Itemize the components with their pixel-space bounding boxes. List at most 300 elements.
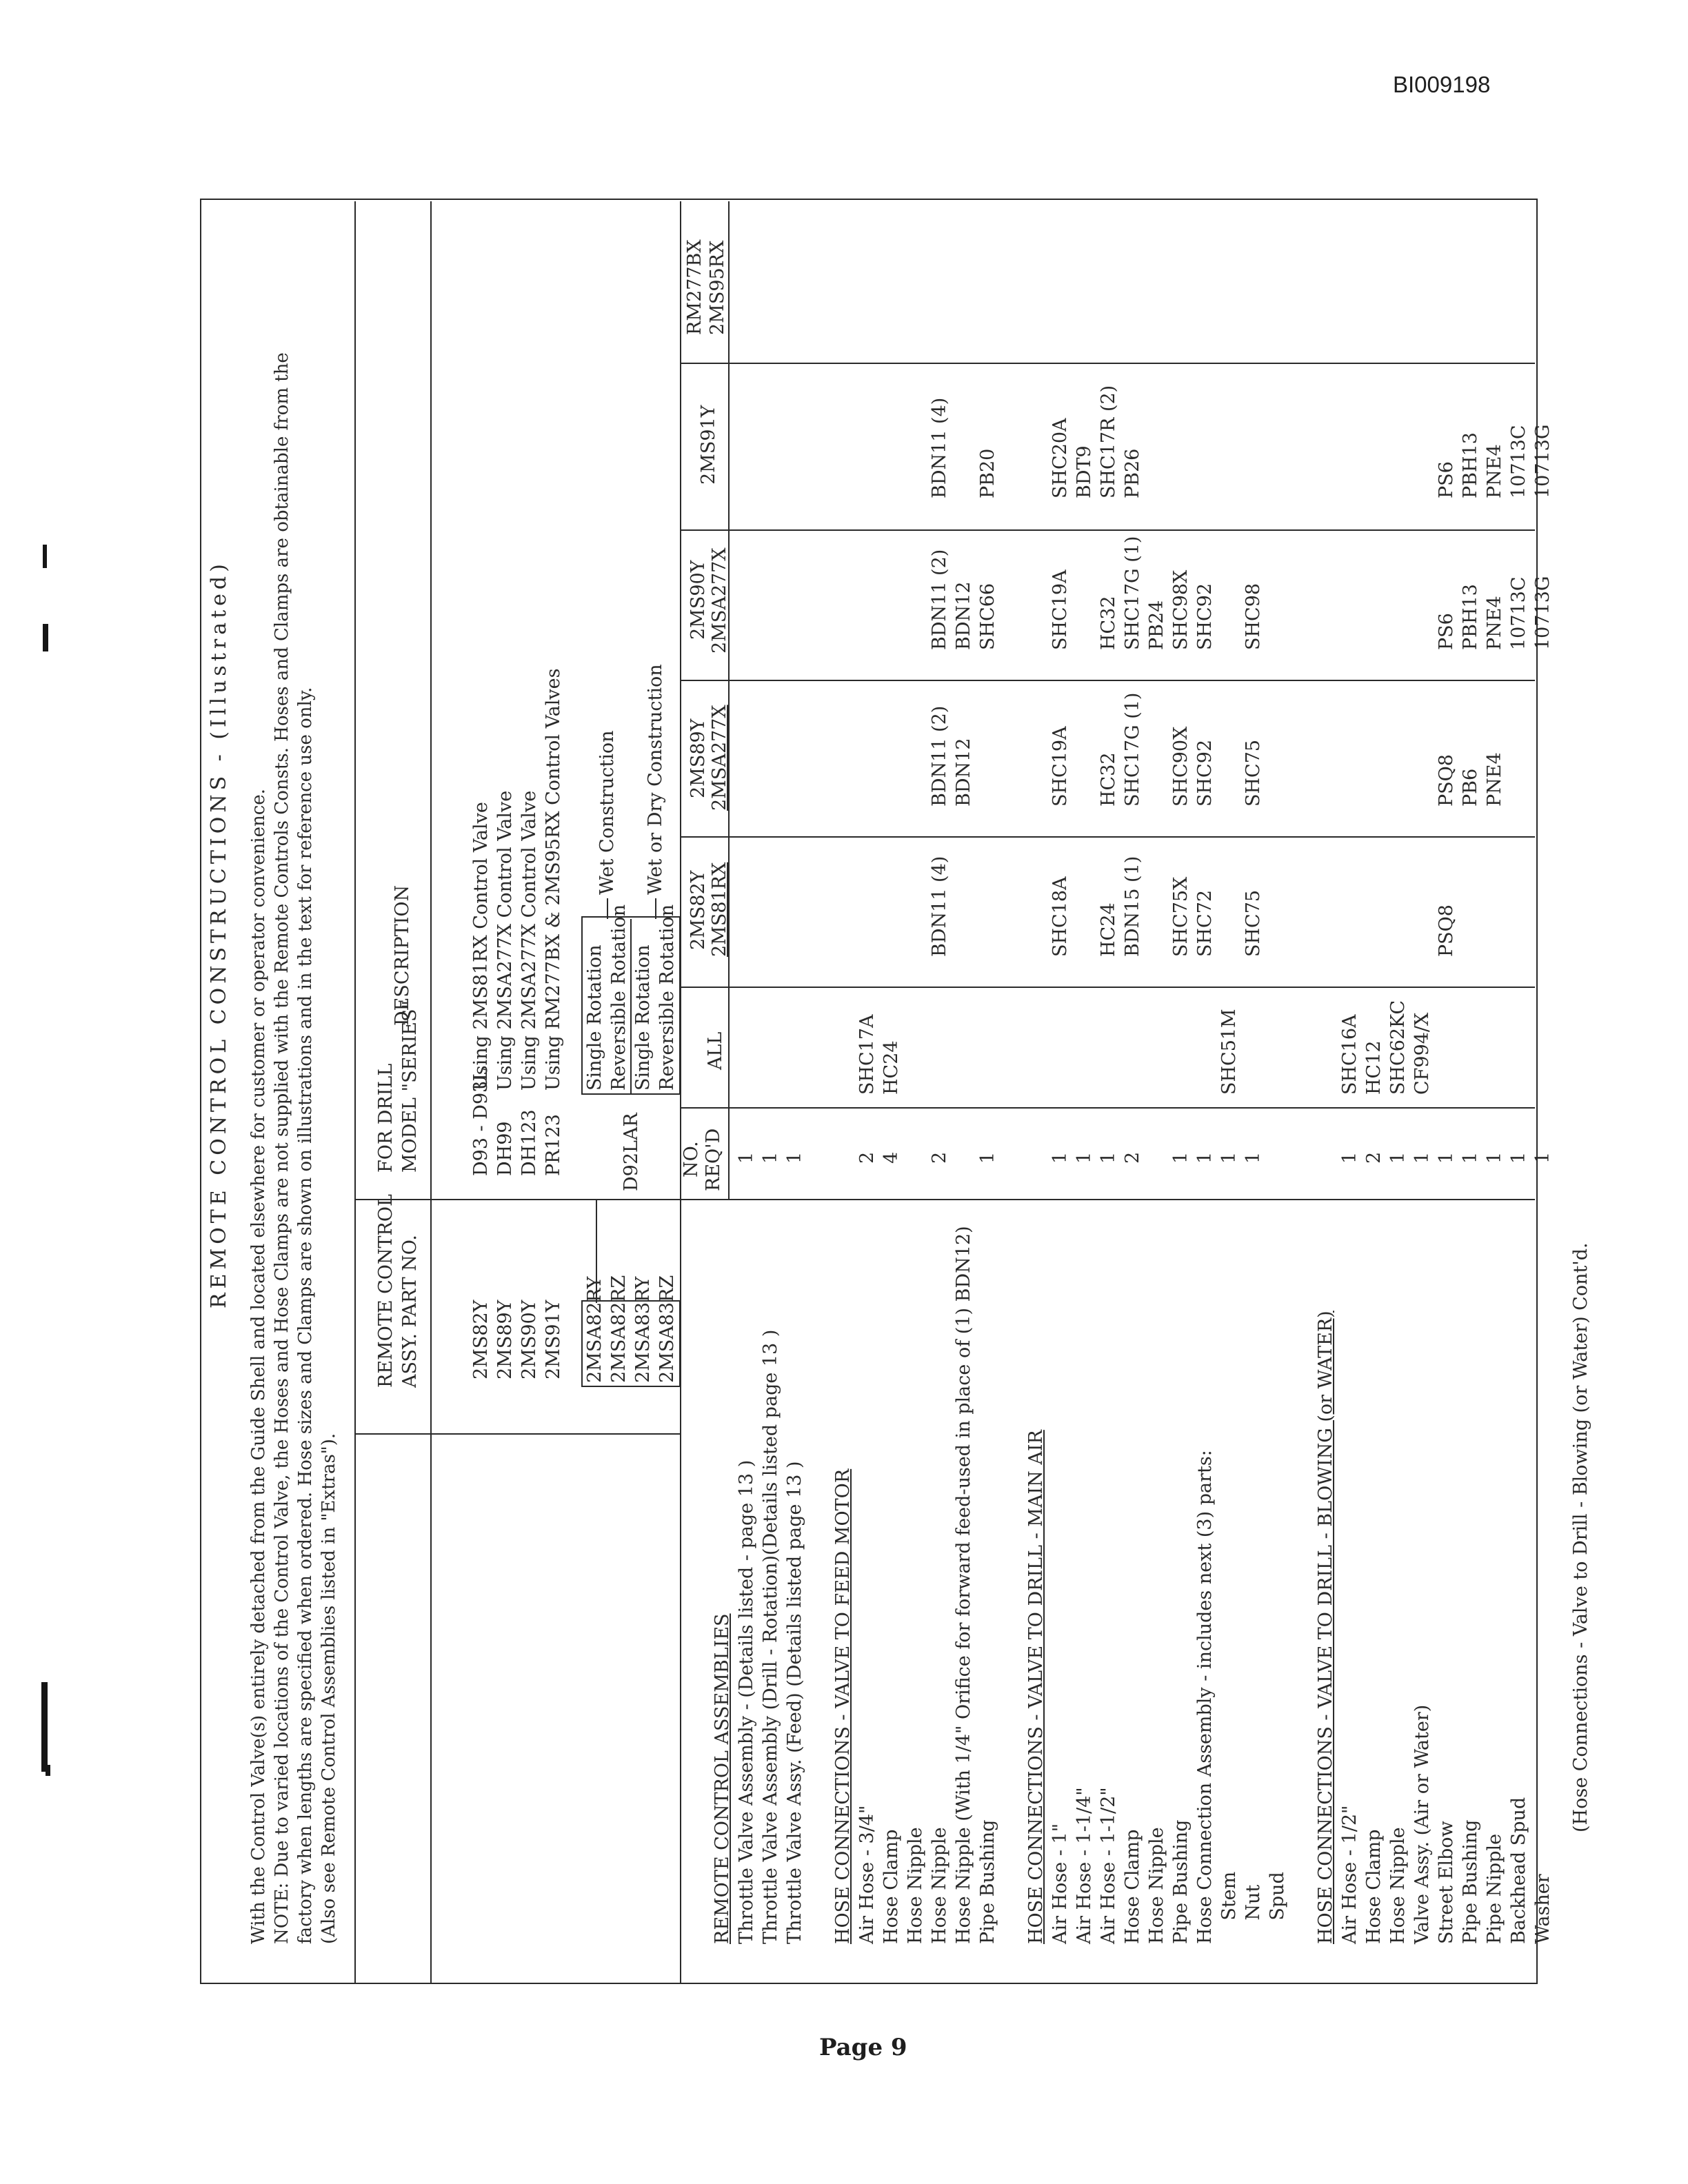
qty-cell: 1	[736, 1151, 757, 1164]
part-number-cell	[758, 693, 783, 807]
qty-cell: 1	[1243, 1151, 1264, 1164]
part-number-cell	[1483, 1000, 1507, 1095]
part-number-cell	[783, 693, 807, 807]
part-number-cell	[831, 1000, 855, 1095]
table-rule	[680, 836, 1535, 838]
part-number-cell: SHC90X	[1170, 726, 1192, 807]
part-number-cell	[1193, 385, 1217, 498]
valve-header-91b: 2MS95RX	[707, 240, 728, 335]
assy-list	[469, 1300, 565, 1379]
qty-cell	[710, 1152, 734, 1164]
part-number-cell: HC12	[1363, 1040, 1385, 1095]
part-description: Throttle Valve Assembly (Drill - Rotation)(Details listed page 13 )	[760, 1329, 781, 1944]
valve-header-90: 2MSA277X	[709, 547, 730, 654]
table-rule	[680, 987, 1535, 988]
part-description: Pipe Nipple	[1484, 1833, 1505, 1944]
document-id: BI009198	[1393, 72, 1491, 97]
part-number-cell	[1410, 385, 1434, 498]
part-number-cell	[1458, 1000, 1483, 1095]
qty-cell: 2	[1122, 1151, 1143, 1164]
part-number-cell: HC32	[1098, 596, 1119, 650]
part-number-cell: BDN11 (4)	[929, 856, 950, 957]
rotated-parts-sheet	[200, 199, 1591, 1984]
table-rule	[680, 529, 1535, 531]
all-header: ALL	[705, 1031, 726, 1070]
part-number-cell	[1386, 856, 1410, 957]
drill-model: D93 - D93L	[470, 1068, 492, 1176]
intro-line: (Also see Remote Control Assemblies listed in "Extras").	[319, 1433, 339, 1944]
qty-header: NO.	[681, 1141, 702, 1177]
part-number-cell	[1265, 536, 1289, 650]
footer-note: (Hose Connections - Valve to Drill - Blowing (or Water) Cont'd.	[1570, 1242, 1591, 1832]
part-number-cell	[1386, 385, 1410, 498]
part-description: Pipe Bushing	[977, 1819, 998, 1944]
qty-cell: 1	[1098, 1151, 1119, 1164]
part-number-cell: PB26	[1122, 448, 1143, 498]
qty-cell: 4	[881, 1151, 902, 1164]
part-number-cell: PS6	[1436, 461, 1457, 498]
part-number-cell	[807, 856, 831, 957]
part-number-cell	[710, 693, 734, 807]
part-number-cell	[783, 1000, 807, 1095]
part-number-cell	[903, 536, 927, 650]
part-number-cell	[952, 856, 976, 957]
part-number-cell	[1362, 536, 1386, 650]
part-number-cell	[952, 385, 976, 498]
part-number-cell	[952, 1000, 976, 1095]
part-number-cell	[1289, 693, 1314, 807]
part-number-cell	[1289, 1000, 1314, 1095]
part-number-cell	[1531, 1000, 1555, 1095]
drill-model: DH123	[519, 1109, 540, 1176]
part-number-cell	[807, 693, 831, 807]
qty-cell: 1	[1170, 1151, 1192, 1164]
qty-cell	[1314, 1152, 1338, 1164]
qty-cell	[1289, 1152, 1314, 1164]
assy-part-no: 2MSA82RY	[584, 1276, 605, 1383]
part-number-cell: PNE4	[1484, 444, 1505, 498]
intro-line: With the Control Valve(s) entirely detached from the Guide Shell and located elsewhere for customer or operator convenience.	[248, 789, 269, 1944]
part-description: Street Elbow	[1436, 1821, 1457, 1944]
part-number-cell	[976, 1000, 1000, 1095]
model-header-91: 2MS91Y	[698, 405, 719, 485]
part-number-cell	[831, 693, 855, 807]
model-header-89: 2MS89Y	[687, 718, 709, 798]
part-number-cell: BDT9	[1074, 445, 1095, 498]
part-number-cell	[903, 693, 927, 807]
part-number-cell	[783, 856, 807, 957]
part-number-cell	[903, 856, 927, 957]
connector-line	[607, 898, 608, 919]
part-description: Air Hose - 3/4"	[856, 1805, 878, 1944]
part-number-cell	[855, 856, 879, 957]
part-number-cell	[734, 856, 758, 957]
part-number-cell: PB6	[1460, 768, 1481, 807]
part-number-cell	[879, 856, 903, 957]
part-number-cell	[1531, 856, 1555, 957]
connector-line	[630, 919, 632, 1095]
qty-cell: 1	[1484, 1151, 1505, 1164]
part-number-cell	[1289, 536, 1314, 650]
intro-line: NOTE: Due to varied locations of the Control Valve, the Hoses and Hose Clamps are not supplied with the Remote Controls Consts. Hoses and Clamps are obtainable from the	[272, 352, 292, 1944]
qty-cell: 1	[1218, 1151, 1240, 1164]
part-number-cell	[1410, 856, 1434, 957]
description-list	[469, 669, 565, 1091]
qty-cell: 1	[1387, 1151, 1409, 1164]
part-number-cell: SHC66	[977, 583, 998, 650]
part-number-cell	[1314, 1000, 1338, 1095]
intro-note	[247, 221, 341, 1944]
part-number-cell	[1265, 693, 1289, 807]
part-number-cell: 10713C	[1508, 576, 1529, 650]
table-rule	[680, 1199, 1535, 1200]
part-number-cell: SHC17A	[856, 1014, 878, 1095]
part-description: Hose Nipple (With 1/4" Orifice for forward feed-used in place of (1) BDN12)	[953, 1226, 974, 1944]
part-number-cell	[1169, 1000, 1193, 1095]
part-number-cell	[1434, 1000, 1458, 1095]
part-number-cell: 10713C	[1508, 425, 1529, 498]
part-number-cell	[734, 1000, 758, 1095]
part-description: Hose Clamp	[881, 1829, 902, 1944]
description-text: Reversible Rotation	[608, 904, 630, 1091]
part-number-cell	[855, 536, 879, 650]
part-number-cell: BDN11 (4)	[929, 397, 950, 498]
table-rule	[680, 363, 1535, 364]
part-number-cell	[783, 536, 807, 650]
part-number-cell: BDN12	[953, 738, 974, 807]
qty-cell: 1	[1194, 1151, 1216, 1164]
part-number-cell: PSQ8	[1436, 904, 1457, 957]
part-number-cell	[1145, 1000, 1169, 1095]
qty-cell	[1024, 1152, 1048, 1164]
part-number-cell: SHC75	[1243, 739, 1264, 807]
part-number-cell	[1072, 856, 1096, 957]
part-number-cell: SHC16A	[1339, 1014, 1360, 1095]
part-description: Washer	[1532, 1874, 1554, 1944]
part-number-cell: SHC72	[1194, 889, 1216, 957]
part-number-cell: SHC75	[1243, 889, 1264, 957]
part-description: Hose Nipple	[1387, 1827, 1409, 1944]
qty-cell: 2	[929, 1151, 950, 1164]
part-description: Air Hose - 1-1/2"	[1098, 1787, 1119, 1944]
model-header: MODEL "SERIES"	[399, 1000, 421, 1173]
part-number-cell: PBH13	[1460, 584, 1481, 650]
part-number-cell	[831, 385, 855, 498]
connector-line	[655, 898, 656, 919]
part-number-cell	[1241, 1000, 1265, 1095]
table-rule	[430, 201, 432, 1984]
part-number-cell	[758, 536, 783, 650]
scan-mark	[43, 545, 47, 568]
assy-header: ASSY. PART NO.	[399, 1235, 421, 1388]
part-description: Hose Nipple	[929, 1827, 950, 1944]
valve-header-89: 2MSA277X	[709, 705, 730, 811]
part-number-cell: BDN15 (1)	[1122, 856, 1143, 957]
part-number-cell: SHC51M	[1218, 1009, 1240, 1095]
part-description: Backhead Spud	[1508, 1797, 1529, 1944]
qty-cell: 1	[784, 1151, 805, 1164]
part-number-cell	[1000, 693, 1024, 807]
part-description: Hose Clamp	[1363, 1829, 1385, 1944]
part-number-cell: SHC19A	[1049, 726, 1071, 807]
table-rule	[680, 680, 1535, 681]
qty-cell: 1	[1411, 1151, 1433, 1164]
qty-cell	[1265, 1152, 1289, 1164]
assy-list	[583, 1275, 679, 1383]
part-number-cell	[734, 385, 758, 498]
part-description: Hose Connection Assembly - includes next (3) parts:	[1194, 1450, 1216, 1944]
model-90-column	[710, 536, 1555, 650]
page-number: Page 9	[819, 2034, 907, 2061]
part-number-cell: 10713G	[1532, 576, 1554, 650]
drill-model: DH99	[494, 1121, 516, 1176]
scan-mark	[41, 1682, 48, 1772]
qty-cell: 1	[1074, 1151, 1095, 1164]
assy-part-no: 2MSA83RY	[632, 1276, 654, 1383]
part-number-cell	[927, 1000, 952, 1095]
qty-cell: 1	[760, 1151, 781, 1164]
description-text: Using 2MSA277X Control Valve	[519, 790, 540, 1091]
qty-cell: 2	[856, 1151, 878, 1164]
part-number-cell	[1338, 385, 1362, 498]
description-text: Using RM277BX & 2MS95RX Control Valves	[543, 668, 564, 1091]
part-number-cell: SHC75X	[1170, 876, 1192, 957]
part-number-cell: SHC98X	[1170, 569, 1192, 650]
model-header-90: 2MS90Y	[687, 560, 709, 640]
part-number-cell: HC32	[1098, 752, 1119, 807]
part-number-cell: HC24	[881, 1040, 902, 1095]
qty-column	[710, 1152, 1555, 1164]
part-number-cell	[1024, 856, 1048, 957]
parts-description-column	[710, 1226, 1555, 1944]
part-number-cell	[1483, 856, 1507, 957]
part-number-cell: PB24	[1146, 600, 1167, 650]
qty-cell	[1145, 1152, 1169, 1164]
part-number-cell	[1289, 856, 1314, 957]
description-text: Single Rotation	[584, 944, 605, 1091]
scan-mark	[46, 1765, 50, 1776]
construction-note: Wet Construction	[596, 730, 618, 895]
part-number-cell	[1072, 536, 1096, 650]
valve-header-91: RM277BX	[684, 239, 705, 335]
part-description: Throttle Valve Assy. (Feed) (Details listed page 13 )	[784, 1461, 805, 1944]
part-number-cell	[1072, 693, 1096, 807]
qty-cell: 1	[1049, 1151, 1071, 1164]
part-description: Spud	[1267, 1872, 1288, 1944]
part-number-cell	[1265, 1000, 1289, 1095]
assy-header: REMOTE CONTROL	[375, 1194, 396, 1388]
part-description: Hose Clamp	[1122, 1829, 1143, 1944]
part-description: Pipe Bushing	[1460, 1819, 1481, 1944]
part-number-cell: BDN12	[953, 581, 974, 650]
qty-cell: 1	[1436, 1151, 1457, 1164]
part-number-cell	[976, 693, 1000, 807]
part-number-cell	[1314, 536, 1338, 650]
part-number-cell	[710, 1000, 734, 1095]
part-number-cell	[1386, 693, 1410, 807]
connector-line	[596, 1200, 597, 1303]
part-number-cell	[855, 693, 879, 807]
part-number-cell: CF994/X	[1411, 1012, 1433, 1095]
part-number-cell	[1096, 1000, 1121, 1095]
qty-cell: 1	[1339, 1151, 1360, 1164]
part-number-cell	[1048, 1000, 1072, 1095]
part-description: Valve Assy. (Air or Water)	[1411, 1704, 1433, 1944]
part-number-cell	[1386, 536, 1410, 650]
part-number-cell	[734, 693, 758, 807]
valve-header-82: 2MS81RX	[709, 862, 730, 957]
part-description: Hose Nipple	[1146, 1827, 1167, 1944]
part-description: Throttle Valve Assembly - (Details listed - page 13 )	[736, 1459, 757, 1944]
model-89-column	[710, 693, 1555, 807]
section-heading: HOSE CONNECTIONS - VALVE TO FEED MOTOR	[832, 1468, 854, 1944]
part-number-cell: PB20	[977, 448, 998, 498]
part-number-cell	[1338, 693, 1362, 807]
part-number-cell	[1000, 1000, 1024, 1095]
part-number-cell	[1410, 536, 1434, 650]
part-number-cell: SHC17G (1)	[1122, 692, 1143, 807]
all-column	[710, 1000, 1555, 1095]
part-number-cell	[807, 1000, 831, 1095]
qty-cell	[807, 1152, 831, 1164]
part-number-cell: SHC17R (2)	[1098, 385, 1119, 498]
drill-model: PR123	[543, 1113, 564, 1176]
part-number-cell	[1217, 856, 1241, 957]
part-number-cell	[1265, 856, 1289, 957]
qty-cell: 2	[1363, 1151, 1385, 1164]
assy-part-no: 2MSA83RZ	[656, 1275, 678, 1383]
part-number-cell	[1000, 856, 1024, 957]
part-number-cell	[1338, 856, 1362, 957]
part-number-cell	[903, 1000, 927, 1095]
description-header: DESCRIPTION	[392, 884, 413, 1026]
intro-line: factory when lengths are specified when ordered. Hose sizes and Clamps are shown on illustrations and in the text for reference use only.	[295, 687, 316, 1944]
part-number-cell: PNE4	[1484, 752, 1505, 807]
part-number-cell	[1217, 536, 1241, 650]
spacer-row	[1000, 1226, 1024, 1944]
table-rule	[354, 201, 356, 1984]
part-number-cell	[1362, 856, 1386, 957]
part-number-cell	[1507, 1000, 1531, 1095]
spacer-row	[1289, 1226, 1314, 1944]
part-number-cell	[1217, 385, 1241, 498]
assy-part-no: 2MS90Y	[519, 1300, 540, 1379]
sheet-title: REMOTE CONTROL CONSTRUCTIONS - (Illustrated)	[207, 560, 231, 1308]
drill-model: D92LAR	[621, 1113, 642, 1191]
part-description: Air Hose - 1"	[1049, 1823, 1071, 1944]
part-number-cell: PNE4	[1484, 596, 1505, 650]
part-number-cell	[710, 856, 734, 957]
part-number-cell	[1121, 1000, 1145, 1095]
model-header: FOR DRILL	[375, 1063, 396, 1173]
part-number-cell	[807, 536, 831, 650]
part-number-cell	[758, 385, 783, 498]
part-number-cell	[1024, 385, 1048, 498]
part-number-cell	[734, 536, 758, 650]
qty-cell: 1	[1532, 1151, 1554, 1164]
qty-cell	[1000, 1152, 1024, 1164]
part-number-cell	[1024, 536, 1048, 650]
part-number-cell	[831, 536, 855, 650]
part-number-cell	[1145, 856, 1169, 957]
part-number-cell	[1193, 1000, 1217, 1095]
part-number-cell	[1410, 693, 1434, 807]
part-number-cell: HC24	[1098, 902, 1119, 957]
part-number-cell	[758, 856, 783, 957]
qty-cell: 1	[1508, 1151, 1529, 1164]
model-82-column	[710, 856, 1555, 957]
part-number-cell	[1314, 693, 1338, 807]
description-text: Reversible Rotation	[656, 904, 678, 1091]
part-number-cell: SHC92	[1194, 583, 1216, 650]
part-number-cell: SHC20A	[1049, 418, 1071, 498]
part-description: Air Hose - 1-1/4"	[1074, 1787, 1095, 1944]
part-number-cell	[1000, 385, 1024, 498]
part-number-cell	[1145, 385, 1169, 498]
part-number-cell	[710, 385, 734, 498]
assy-part-no: 2MS89Y	[494, 1300, 516, 1379]
part-number-cell: SHC17G (1)	[1122, 536, 1143, 650]
model-91-column	[710, 385, 1555, 498]
section-heading: HOSE CONNECTIONS - VALVE TO DRILL - BLOWING (or WATER)	[1315, 1311, 1336, 1944]
part-number-cell: SHC98	[1243, 583, 1264, 650]
part-number-cell	[831, 856, 855, 957]
part-number-cell	[976, 856, 1000, 957]
table-rule	[354, 1433, 680, 1435]
part-number-cell	[879, 693, 903, 807]
part-number-cell: BDN11 (2)	[929, 705, 950, 807]
construction-note: Wet or Dry Construction	[645, 664, 666, 895]
part-description: Nut	[1243, 1884, 1264, 1944]
part-number-cell	[1507, 693, 1531, 807]
part-number-cell	[879, 385, 903, 498]
part-number-cell	[1458, 856, 1483, 957]
qty-cell	[952, 1152, 976, 1164]
part-number-cell	[1072, 1000, 1096, 1095]
part-number-cell	[783, 385, 807, 498]
qty-cell: 1	[1460, 1151, 1481, 1164]
table-rule	[680, 1107, 1535, 1109]
part-number-cell: SHC62KC	[1387, 1000, 1409, 1095]
qty-cell	[831, 1152, 855, 1164]
part-number-cell	[1145, 693, 1169, 807]
part-number-cell	[1217, 693, 1241, 807]
part-number-cell: PBH13	[1460, 432, 1481, 498]
part-number-cell: BDN11 (2)	[929, 549, 950, 650]
part-number-cell: PS6	[1436, 613, 1457, 650]
part-number-cell: SHC18A	[1049, 876, 1071, 957]
part-number-cell	[1169, 385, 1193, 498]
part-number-cell	[710, 536, 734, 650]
assy-part-no: 2MSA82RZ	[608, 1275, 630, 1383]
qty-cell	[903, 1152, 927, 1164]
part-number-cell	[903, 385, 927, 498]
description-text: Using 2MSA277X Control Valve	[494, 790, 516, 1091]
part-number-cell	[807, 385, 831, 498]
description-text: Using 2MS81RX Control Valve	[470, 802, 492, 1091]
section-heading: HOSE CONNECTIONS - VALVE TO DRILL - MAIN AIR	[1025, 1430, 1047, 1944]
section-heading: REMOTE CONTROL ASSEMBLIES	[712, 1613, 733, 1944]
assy-part-no: 2MS82Y	[470, 1300, 492, 1379]
part-number-cell	[1241, 385, 1265, 498]
part-number-cell	[1362, 693, 1386, 807]
scan-mark	[43, 624, 48, 651]
part-number-cell	[1024, 693, 1048, 807]
part-number-cell	[1314, 856, 1338, 957]
spacer-row	[807, 1226, 831, 1944]
table-rule	[354, 1199, 680, 1200]
part-number-cell: SHC19A	[1049, 569, 1071, 650]
